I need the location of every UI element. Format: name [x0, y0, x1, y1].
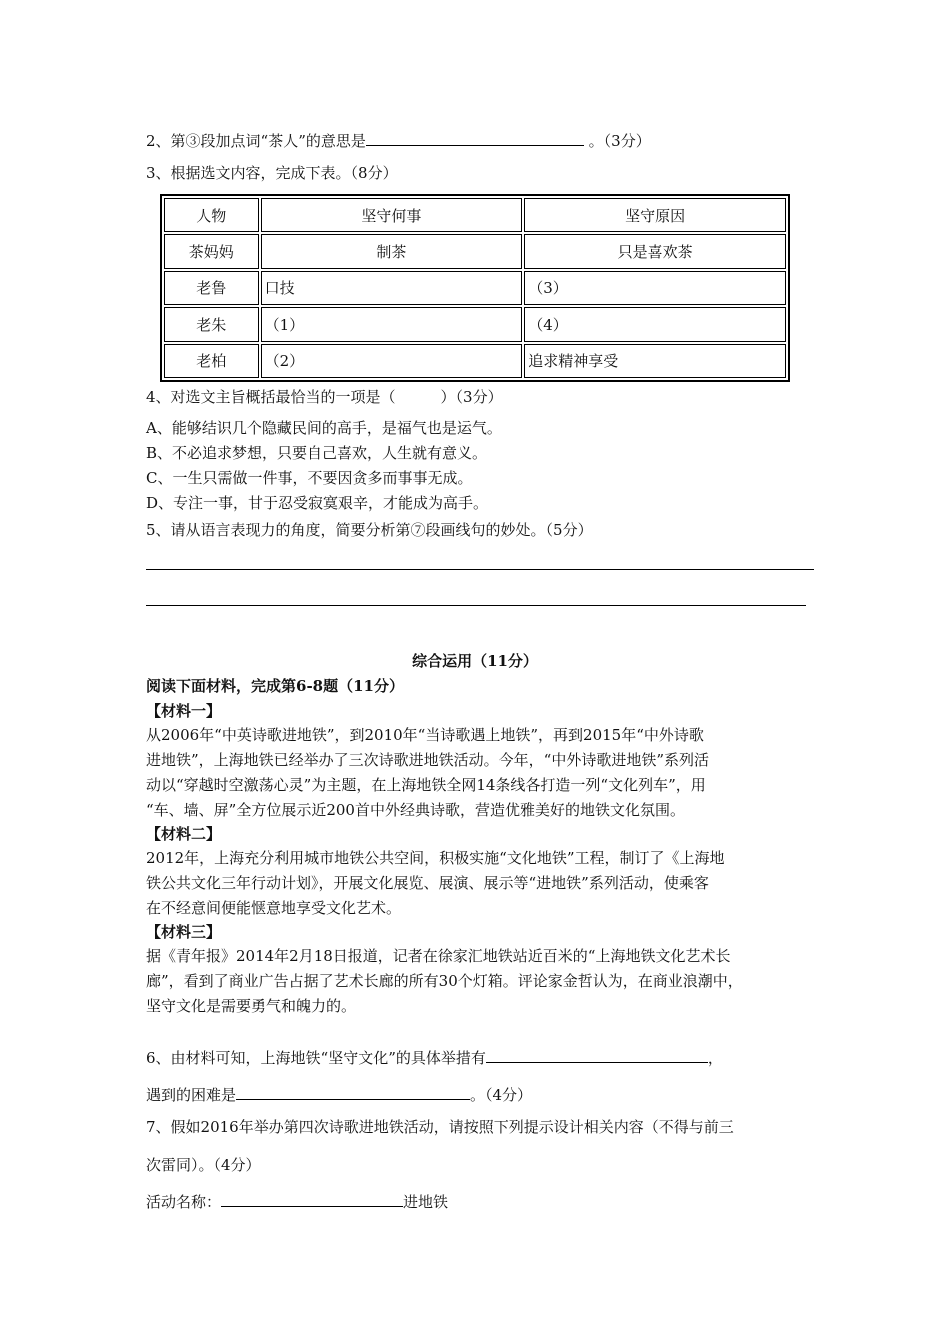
table-header: 坚守何事	[261, 198, 523, 232]
table-cell[interactable]: （3）	[524, 271, 786, 305]
question-6-text: 遇到的困难是	[146, 1086, 237, 1104]
material-line: 坚守文化是需要勇气和魄力的。	[146, 997, 357, 1015]
table-cell: 只是喜欢茶	[524, 234, 786, 268]
table-header: 坚守原因	[524, 198, 786, 232]
answer-line[interactable]	[146, 569, 814, 570]
activity-name-blank[interactable]	[221, 1190, 403, 1207]
q3-table	[160, 194, 790, 382]
section-title: 综合运用（11分）	[412, 652, 538, 670]
answer-blank[interactable]	[236, 1083, 470, 1100]
table-cell: 老鲁	[164, 271, 259, 305]
material-label: 【材料一】	[146, 702, 222, 720]
material-label: 【材料二】	[146, 825, 222, 843]
table-cell: 老柏	[164, 344, 259, 378]
question-6	[146, 1046, 723, 1068]
table-header-row	[164, 198, 786, 232]
material-line: 2012年，上海充分利用城市地铁公共空间，积极实施“文化地铁”工程，制订了《上海地	[146, 849, 725, 867]
material-line: 进地铁”，上海地铁已经举办了三次诗歌进地铁活动。今年，“中外诗歌进地铁”系列活	[146, 751, 710, 769]
material-line: 据《青年报》2014年2月18日报道，记者在徐家汇地铁站近百米的“上海地铁文化艺术长	[146, 947, 731, 965]
question-6-tail: 。（4分）	[470, 1086, 533, 1104]
question-2-text: 2、第③段加点词“茶人”的意思是	[146, 132, 366, 150]
table-cell: 制茶	[261, 234, 523, 268]
answer-blank[interactable]	[366, 129, 584, 146]
material-line: 铁公共文化三年行动计划》，开展文化展览、展演、展示等“进地铁”系列活动，使乘客	[146, 874, 709, 892]
material-line: “车、墙、屏”全方位展示近200首中外经典诗歌，营造优雅美好的地铁文化氛围。	[146, 801, 685, 819]
material-line: 从2006年“中英诗歌进地铁”，到2010年“当诗歌遇上地铁”，再到2015年“中外诗歌	[146, 726, 704, 744]
material-line: 在不经意间便能惬意地享受文化艺术。	[146, 899, 402, 917]
table-row	[164, 271, 786, 305]
table-header: 人物	[164, 198, 259, 232]
section-instruction: 阅读下面材料，完成第6-8题（11分）	[146, 677, 404, 695]
option-d[interactable]: D、专注一事，甘于忍受寂寞艰辛，才能成为高手。	[146, 494, 489, 512]
answer-line[interactable]	[146, 605, 806, 606]
activity-name	[146, 1190, 448, 1212]
answer-blank[interactable]	[486, 1046, 708, 1063]
material-label: 【材料三】	[146, 923, 222, 941]
question-6-cont	[146, 1083, 532, 1105]
table-cell: 茶妈妈	[164, 234, 259, 268]
option-b[interactable]: B、不必追求梦想，只要自己喜欢，人生就有意义。	[146, 444, 488, 462]
table-cell: 老朱	[164, 307, 259, 341]
option-c[interactable]: C、一生只需做一件事，不要因贪多而事事无成。	[146, 469, 473, 487]
question-5: 5、请从语言表现力的角度，简要分析第⑦段画线句的妙处。（5分）	[146, 521, 593, 539]
material-line: 廊”，看到了商业广告占据了艺术长廊的所有30个灯箱。评论家金哲认为，在商业浪潮中，	[146, 972, 743, 990]
table-row	[164, 234, 786, 268]
question-2-tail: 。（3分）	[588, 132, 651, 150]
question-7-cont: 次雷同）。（4分）	[146, 1156, 261, 1174]
question-7: 7、假如2016年举办第四次诗歌进地铁活动，请按照下列提示设计相关内容（不得与前三	[146, 1118, 734, 1136]
activity-label: 活动名称：	[146, 1193, 222, 1211]
table-row	[164, 344, 786, 378]
question-4: 4、对选文主旨概括最恰当的一项是（ ）（3分）	[146, 388, 503, 406]
question-2	[146, 129, 651, 151]
table-cell: 追求精神享受	[524, 344, 786, 378]
table-cell[interactable]: （1）	[261, 307, 523, 341]
table-row	[164, 307, 786, 341]
question-6-text: 6、由材料可知，上海地铁“坚守文化”的具体举措有	[146, 1049, 486, 1067]
table-cell: 口技	[261, 271, 523, 305]
table-cell[interactable]: （4）	[524, 307, 786, 341]
material-line: 动以“穿越时空激荡心灵”为主题，在上海地铁全网14条线各打造一列“文化列车”，用	[146, 776, 706, 794]
table-cell[interactable]: （2）	[261, 344, 523, 378]
question-3: 3、根据选文内容，完成下表。（8分）	[146, 164, 398, 182]
question-6-tail: ，	[707, 1049, 723, 1067]
option-a[interactable]: A、能够结识几个隐藏民间的高手，是福气也是运气。	[146, 419, 502, 437]
activity-suffix: 进地铁	[403, 1193, 449, 1211]
